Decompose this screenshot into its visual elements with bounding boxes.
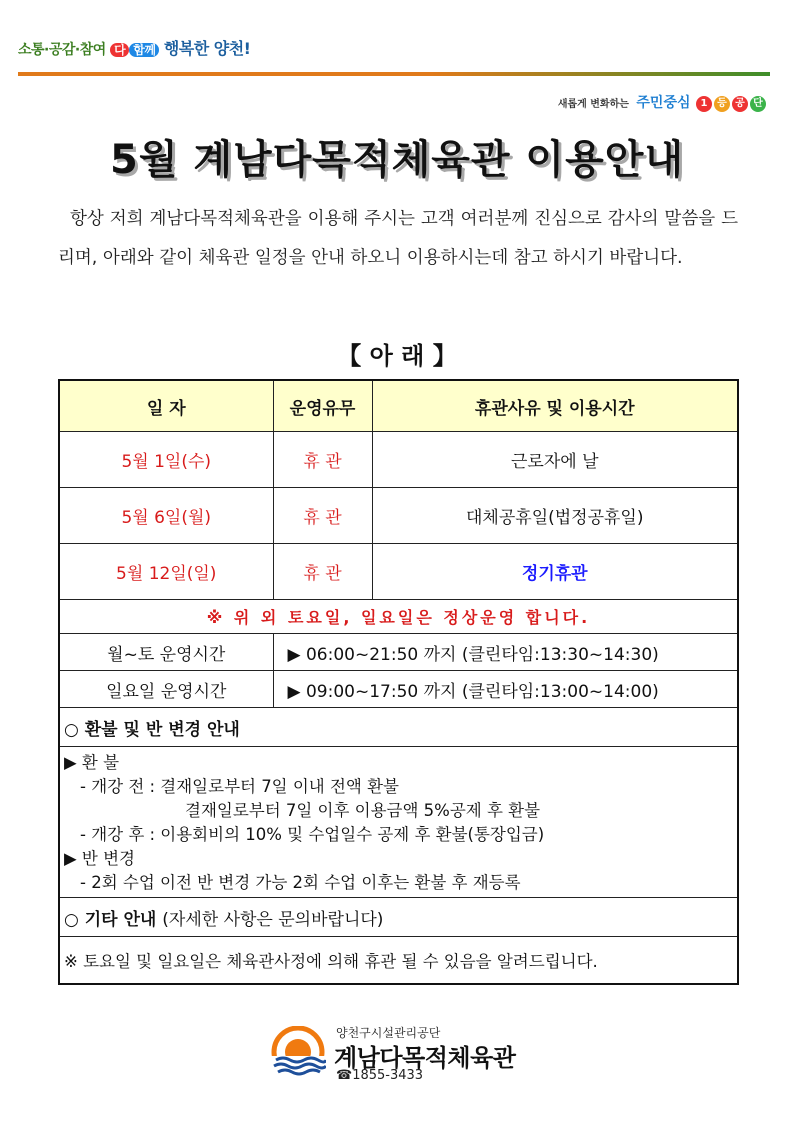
header-reason: 휴관사유 및 이용시간 [372,380,738,432]
right-slogan [558,92,766,112]
table-row [59,488,738,544]
table-row [59,432,738,488]
slogan-part2: 행복한 양천! [163,39,251,58]
right-badge-1: 1 [696,96,712,112]
row-date: 5월 6일(월) [59,488,273,544]
refund-line: ▶ 반 변경 [64,849,135,868]
footer [270,1024,570,1084]
right-badge-2: 등 [714,96,730,112]
refund-title: ○ 환불 및 반 변경 안내 [59,708,738,747]
row-status: 휴 관 [273,544,372,600]
section-heading: 【 아 래 】 [337,342,457,370]
hours-row [59,634,738,671]
refund-title-row [59,708,738,747]
final-note-row [59,937,738,985]
slogan-part1: 소통·공감·참여 [18,42,106,58]
refund-body [59,747,738,898]
hours-label: 월~토 운영시간 [59,634,273,671]
slogan-badge-1: 다 [110,43,129,57]
row-reason: 대체공휴일(법정공휴일) [372,488,738,544]
weekend-notice: ※ 위 외 토요일, 일요일은 정상운영 합니다. [59,600,738,634]
sun-wave-logo-icon [270,1026,326,1082]
row-status: 휴 관 [273,432,372,488]
etc-title: ○ 기타 안내 [64,909,157,930]
refund-line: - 개강 전 : 결재일로부터 7일 이내 전액 환불 [80,777,399,796]
refund-line: ▶ 환 불 [64,753,120,772]
footer-name: 계남다목적체육관 [334,1044,516,1072]
refund-line: - 개강 후 : 이용회비의 10% 및 수업일수 공제 후 환불(통장입금) [80,825,545,844]
slogan-badge-2: 함께 [129,43,159,57]
hours-label: 일요일 운영시간 [59,671,273,708]
table-row [59,544,738,600]
table-header-row [59,380,738,432]
hours-row [59,671,738,708]
top-slogan [18,36,250,59]
refund-body-row [59,747,738,898]
header-status: 운영유무 [273,380,372,432]
footer-org: 양천구시설관리공단 [336,1026,441,1040]
refund-line: - 2회 수업 이전 반 변경 가능 2회 수업 이후는 환불 후 재등록 [80,873,521,892]
row-status: 휴 관 [273,488,372,544]
row-date: 5월 12일(일) [59,544,273,600]
schedule-table [58,379,739,985]
final-note: ※ 토요일 및 일요일은 체육관사정에 의해 휴관 될 수 있음을 알려드립니다. [59,937,738,985]
notice-row [59,600,738,634]
etc-cell [59,898,738,937]
refund-line: 결재일로부터 7일 이후 이용금액 5%공제 후 환불 [185,801,541,820]
header-date: 일 자 [59,380,273,432]
right-badge-3: 공 [732,96,748,112]
right-slogan-small: 새롭게 변화하는 [557,99,629,110]
etc-note: (자세한 사항은 문의바랍니다) [162,909,384,930]
header-divider [18,72,770,76]
row-reason: 근로자에 날 [372,432,738,488]
row-reason: 정기휴관 [372,544,738,600]
right-slogan-emph: 주민중심 [636,95,691,111]
row-date: 5월 1일(수) [59,432,273,488]
footer-phone: ☎1855-3433 [336,1068,424,1083]
hours-value: ▶ 09:00~17:50 까지 (클린타임:13:00~14:00) [273,671,738,708]
right-badge-4: 단 [750,96,766,112]
document-title: 5월 계남다목적체육관 이용안내 [109,137,684,183]
hours-value: ▶ 06:00~21:50 까지 (클린타임:13:30~14:30) [273,634,738,671]
intro-paragraph: 항상 저희 계남다목적체육관을 이용해 주시는 고객 여러분께 진심으로 감사의 말씀을 드리며, 아래와 같이 체육관 일정을 안내 하오니 이용하시는데 참고 하시기 바랍니다. [58,209,738,268]
etc-title-row [59,898,738,937]
